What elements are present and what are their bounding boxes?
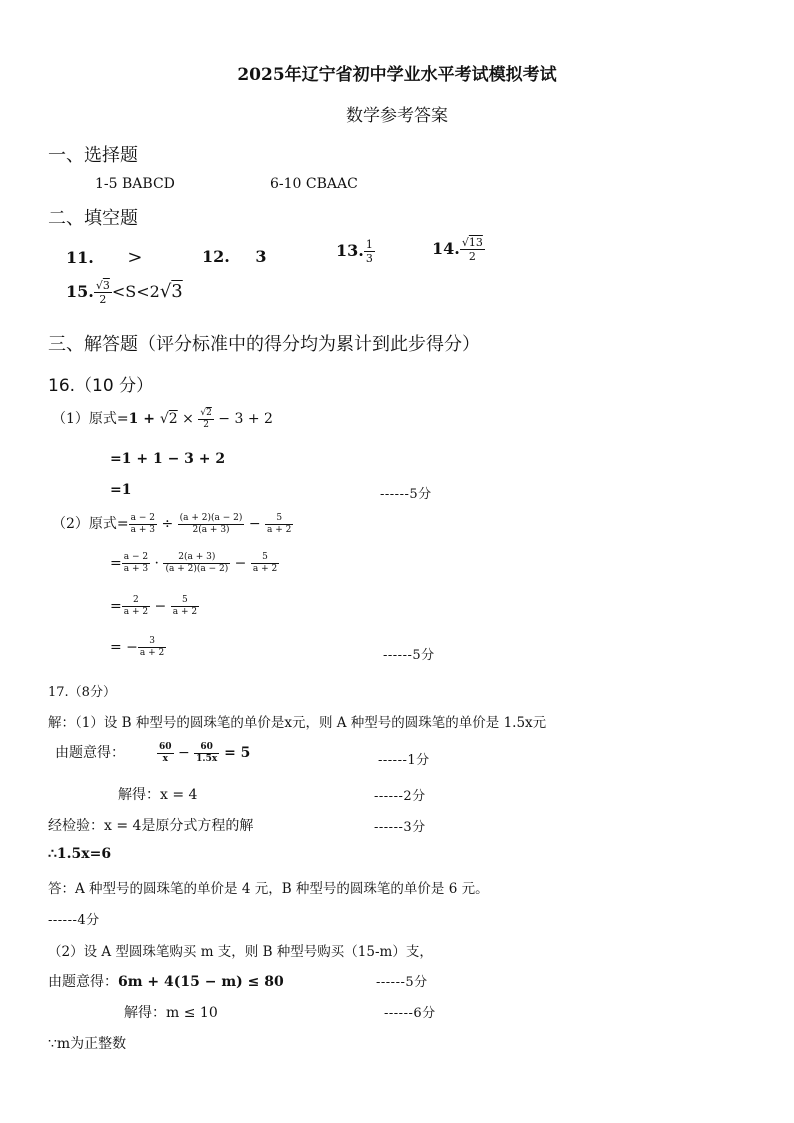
q17-line9-score-mark: ------5分 (376, 975, 428, 990)
q16-part1-line3: =1 (110, 482, 132, 498)
q17-line3-score-mark: ------2分 (374, 789, 426, 804)
q16-part2-line4-denominator: a + 2 (139, 648, 165, 658)
answer-13-fraction (364, 239, 375, 264)
q16-part2-frac3-denominator: a + 2 (267, 524, 292, 535)
q16-part2-line2-minus: − (230, 555, 251, 572)
q16-part1-frac-numerator: √2 (200, 407, 212, 418)
q16-part2-line4-neg: = − (110, 639, 138, 656)
answer-12-number: 12. (202, 247, 230, 266)
q17-line2-frac1-denominator: x (162, 753, 168, 764)
q16-part2-frac1-denominator: a + 3 (130, 524, 155, 535)
answer-11 (66, 247, 143, 268)
q17-line9 (48, 971, 284, 991)
q17-line2-tail: = 5 (219, 745, 251, 761)
q17-line2-frac1 (157, 743, 174, 764)
answer-14-radicand: 13 (468, 236, 483, 249)
q16-part1-fraction (198, 409, 213, 430)
q16-part2-frac3-numerator: 5 (265, 514, 293, 525)
q16-part1-term-a: 1 + (128, 411, 160, 427)
answer-14-denominator: 2 (468, 250, 476, 263)
q16-part2-frac2-numerator: (a + 2)(a − 2) (179, 512, 243, 523)
q17-line2-frac2-denominator: 1.5x (196, 753, 218, 764)
answer-11-number: 11. (66, 248, 94, 267)
q16-part2-frac1-numerator: a − 2 (130, 512, 155, 523)
q17-line2-frac1-numerator: 60 (159, 741, 172, 752)
q16-part2-line4-frac (138, 637, 166, 658)
answer-13-numerator: 1 (365, 238, 373, 251)
answer-15-upper-radicand: 3 (171, 281, 183, 302)
q17-line3: 解得：x = 4 (118, 787, 198, 803)
q16-part2-line3 (110, 596, 199, 617)
document-title: 2025年辽宁省初中学业水平考试模拟考试 (237, 65, 557, 85)
q17-line2-minus: − (173, 745, 195, 761)
answer-15-number: 15. (66, 282, 94, 301)
choice-answers-1-5: 1-5 BABCD (95, 176, 175, 192)
q16-part2-line2-frac3-numerator: 5 (251, 553, 279, 564)
q17-line2-label: 由题意得： (55, 745, 125, 761)
answer-13-number: 13. (336, 241, 364, 260)
q16-part2-line4-numerator: 3 (138, 637, 166, 648)
q16-part2-line3-equals: = (110, 598, 122, 615)
q16-part2-line2-frac1 (122, 553, 150, 574)
answer-13-denominator: 3 (365, 252, 373, 265)
answer-14-numerator: √13 (461, 236, 483, 249)
q16-part2-score-mark: ------5分 (383, 648, 435, 663)
q16-part2-line3-frac2 (171, 596, 199, 617)
q16-part2-line3-minus: − (150, 598, 171, 615)
q17-line2-frac2-numerator: 60 (194, 743, 219, 754)
section-heading-choice: 一、选择题 (48, 145, 138, 166)
q16-part2-frac2 (178, 514, 245, 535)
q16-part2-divide: ÷ (157, 516, 178, 532)
q16-part2-line2-frac2-numerator: 2(a + 3) (163, 553, 230, 564)
q17-line2-score-mark: ------1分 (378, 753, 430, 768)
q16-part2-line2-frac2-denominator: (a + 2)(a − 2) (165, 564, 229, 574)
q16-part1-times: × (177, 411, 199, 427)
answer-15-denominator: 2 (99, 293, 107, 306)
answer-14-fraction (460, 237, 485, 262)
q16-part2-line4 (110, 637, 166, 658)
q16-part2-line2-dot: · (150, 555, 164, 572)
answer-11-value: > (127, 247, 143, 268)
q16-part2-label: （2）原式= (52, 516, 129, 532)
q16-part1-frac-radicand: 2 (206, 407, 212, 418)
answer-14-number: 14. (432, 239, 460, 258)
q17-line7-score-mark: ------4分 (48, 913, 100, 928)
q17-line10: 解得：m ≤ 10 (124, 1005, 218, 1021)
q17-line4-score-mark: ------3分 (374, 820, 426, 835)
q16-heading: 16.（10 分） (48, 376, 154, 396)
q16-part2-frac2-denominator: 2(a + 3) (192, 524, 230, 535)
q17-line1: 解：（1）设 B 种型号的圆珠笔的单价是x元，则 A 种型号的圆珠笔的单价是 1.5x元 (48, 715, 547, 731)
q16-part1-line1: （1）原式=1 + √2 × $\frac{√2}{2}$ − 3 + 2 (52, 407, 273, 430)
q17-line9-equation: 6m + 4(15 − m) ≤ 80 (118, 974, 284, 990)
q16-part1-label: （1）原式= (52, 411, 129, 427)
q17-line11: ∵m为正整数 (48, 1036, 127, 1052)
q16-part2-line2-equals: = (110, 555, 122, 572)
answer-15-numerator: √3 (95, 279, 110, 292)
q16-part1-frac-denominator: 2 (203, 419, 209, 430)
q16-part2-line2-frac1-denominator: a + 3 (123, 564, 149, 574)
q16-part1-tail: − 3 + 2 (213, 411, 273, 427)
q17-line4: 经检验：x = 4是原分式方程的解 (48, 818, 254, 834)
answer-12-value: 3 (255, 247, 267, 266)
q16-part2-line2 (110, 553, 279, 574)
q16-part2-line3-frac1-denominator: a + 2 (123, 607, 149, 617)
q17-line8: （2）设 A 型圆珠笔购买 m 支，则 B 种型号购买（15-m）支， (48, 944, 433, 960)
section-heading-solve: 三、解答题（评分标准中的得分均为累计到此步得分） (48, 334, 480, 355)
choice-answers-6-10: 6-10 CBAAC (270, 176, 358, 192)
q17-line10-score-mark: ------6分 (384, 1006, 436, 1021)
q17-heading: 17.（8分） (48, 685, 116, 700)
q16-part2-line2-frac1-numerator: a − 2 (123, 552, 149, 562)
q16-part2-minus: − (244, 516, 266, 532)
q16-part2-line2-frac3 (251, 553, 279, 574)
q16-part1-line2: =1 + 1 − 3 + 2 (110, 451, 226, 467)
q16-part2-frac3 (265, 514, 293, 535)
q16-part2-line3-frac2-denominator: a + 2 (172, 607, 198, 617)
section-heading-fill: 二、填空题 (48, 208, 138, 229)
q16-part2-line3-frac1-numerator: 2 (122, 596, 150, 607)
q17-line6: 答：A 种型号的圆珠笔的单价是 4 元，B 种型号的圆珠笔的单价是 6 元。 (48, 881, 489, 897)
answer-14 (432, 237, 485, 262)
document-subtitle: 数学参考答案 (346, 106, 448, 126)
q16-part1-radicand: 2 (168, 411, 178, 427)
q17-line2 (55, 742, 250, 764)
answer-15-middle: <S<2 (111, 282, 160, 301)
q16-part2-line2-frac2 (163, 553, 230, 574)
q16-part2-line1 (52, 513, 293, 535)
answer-15-fraction (94, 280, 112, 305)
q17-line2-frac2 (194, 743, 219, 764)
q16-part2-line3-frac1 (122, 596, 150, 617)
answer-15-radicand: 3 (102, 279, 110, 292)
q17-line9-label: 由题意得： (48, 974, 118, 990)
q17-line5: ∴1.5x=6 (48, 846, 112, 862)
answer-15: 15. $\frac{√3}{2}$ <S<2√3 (66, 279, 183, 306)
q16-part2-line2-frac3-denominator: a + 2 (252, 564, 278, 574)
q16-part1-score-mark: ------5分 (380, 487, 432, 502)
answer-13 (336, 239, 375, 264)
q16-part2-frac1 (129, 514, 157, 535)
answer-12 (202, 247, 267, 266)
q16-part2-line3-frac2-numerator: 5 (171, 596, 199, 607)
